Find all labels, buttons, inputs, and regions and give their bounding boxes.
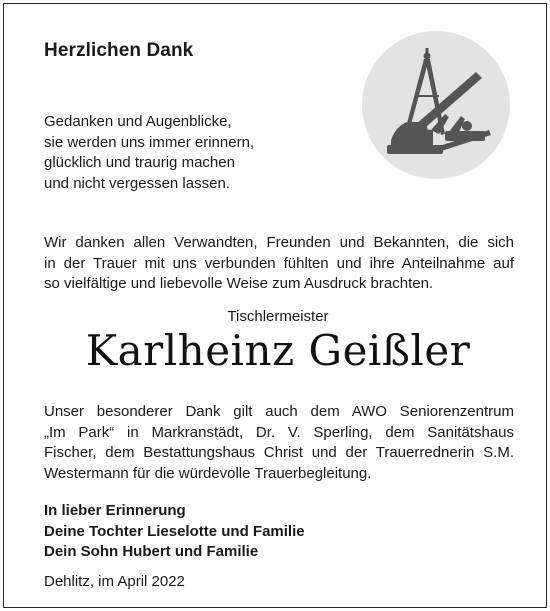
poem-line: sie werden uns immer erinnern, [44,133,255,151]
special-thanks-paragraph [44,402,514,484]
heading: Herzlichen Dank [44,40,194,61]
occupation: Tischlermeister [227,308,329,325]
thanks-paragraph [44,233,514,295]
poem-line: und nicht vergessen lassen. [44,174,230,192]
special-thanks-line: „Im Park“ in Markranstädt, Dr. V. Sperling, dem Sanitätshaus [44,423,514,441]
special-thanks-line: Unser besonderer Dank gilt auch dem AWO Seniorenzentrum [44,403,514,420]
thanks-line: in der Trauer mit uns verbunden fühlten und ihre Anteilnahme auf [44,254,514,272]
special-thanks-line: Fischer, dem Bestattungshaus Christ und der Trauerrednerin S.M. [44,444,514,461]
thanks-line: Wir danken allen Verwandten, Freunden und Bekannten, die sich [44,234,514,251]
carpentry-tools-icon [361,30,511,180]
poem [44,112,254,194]
signoff-line: In lieber Erinnerung [44,502,186,519]
signoff-line: Dein Sohn Hubert und Familie [44,543,259,560]
special-thanks-line: Westermann für die würdevolle Trauerbegleitung. [44,464,372,482]
obituary-card [3,3,547,608]
place-date: Dehlitz, im April 2022 [44,573,185,590]
signoff [44,501,305,563]
signoff-line: Deine Tochter Lieselotte und Familie [44,522,305,540]
poem-line: glücklich und traurig machen [44,154,235,171]
thanks-line: so vielfältige und liebevolle Weise zum Ausdruck brachten. [44,275,434,292]
deceased-name: Karlheinz Geißler [85,326,471,375]
poem-line: Gedanken und Augenblicke, [44,113,232,130]
